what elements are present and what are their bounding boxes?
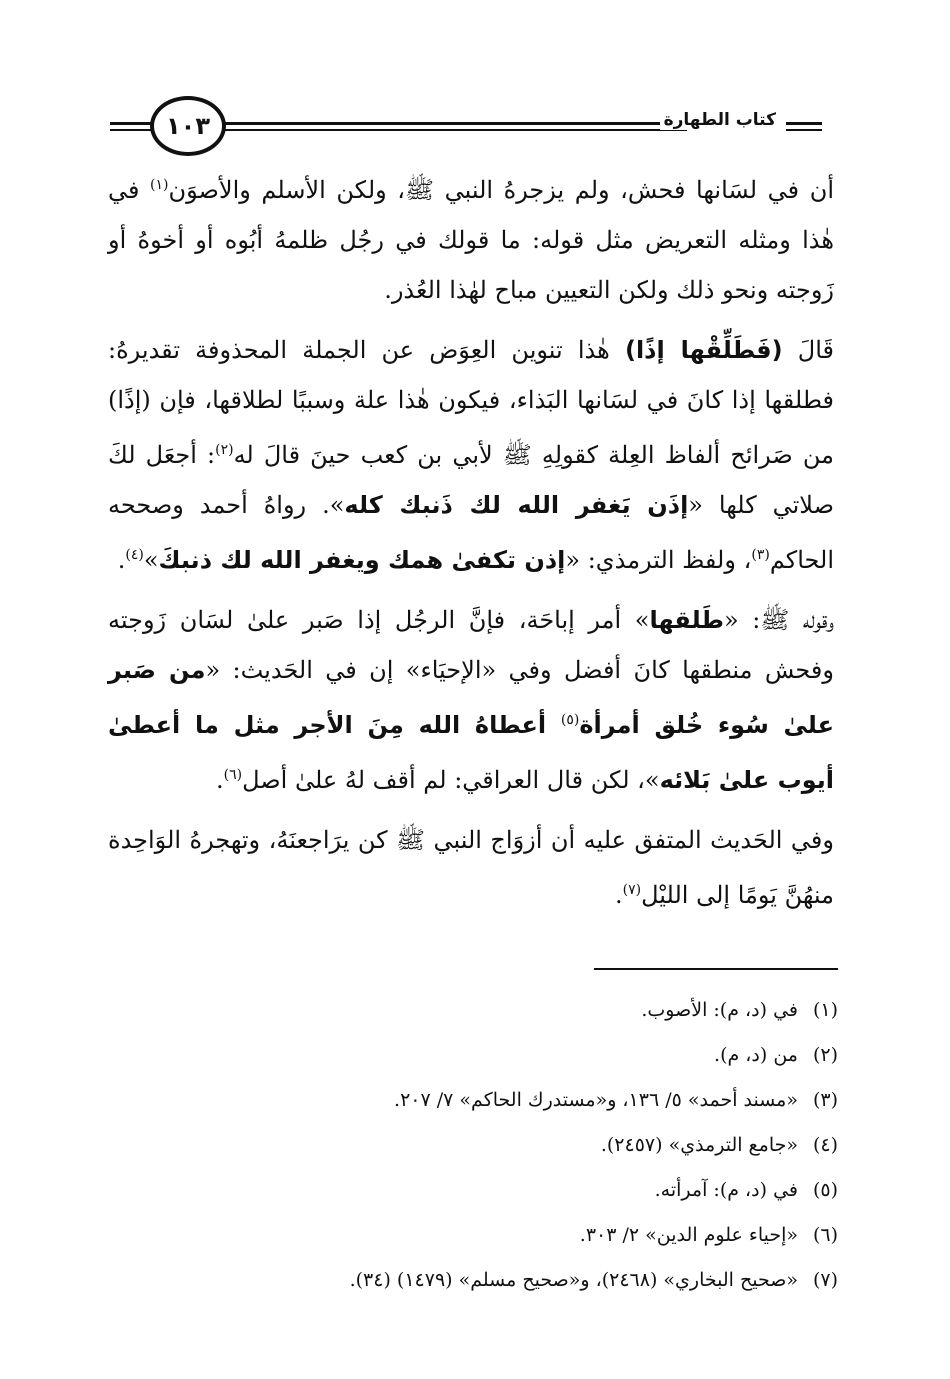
- paragraph: [108, 325, 834, 585]
- footnote-item: [138, 1078, 838, 1123]
- footnote-text: في (د، م): الأصوب.: [641, 999, 798, 1021]
- footnote-text: «إحياء علوم الدين» ٢/ ٣٠٣.: [579, 1224, 798, 1246]
- footnote-text: «مسند أحمد» ٥/ ١٣٦، و«مستدرك الحاكم» ٧/ ٢٠٧.: [394, 1089, 798, 1111]
- footnote-ref: (٢): [215, 442, 234, 458]
- footnote-text: من (د، م).: [714, 1044, 798, 1066]
- running-title: كتاب الطهارة: [660, 110, 780, 130]
- text-segment: »: [143, 546, 159, 574]
- text-segment: .: [216, 766, 224, 794]
- footnote-ref: (١): [150, 177, 169, 193]
- footnote-ref: (٦): [223, 767, 243, 783]
- footnote-number: (٢): [812, 1044, 838, 1066]
- footnote-number: (٥): [812, 1179, 838, 1201]
- text-segment: وفي الحَديث المتفق عليه أن أزوَاج النبي ﷺ كن يرَاجعنَهُ، وتهجرهُ الوَاحِدة منهُنَّ يَومًا إلى الليْل: [108, 826, 834, 909]
- header-rule-middle-thin: [222, 129, 687, 131]
- text-segment: قَالَ: [782, 336, 834, 364]
- page-number: ١٠٣: [150, 96, 226, 156]
- footnote-number: (٦): [812, 1224, 838, 1246]
- footnote-text: «صحيح البخاري» (٢٤٦٨)، و«صحيح مسلم» (١٤٧٩) (٣٤).: [349, 1269, 798, 1291]
- footnote-number: (٣): [812, 1089, 838, 1111]
- footnote-text: في (د، م): آمرأته.: [654, 1179, 798, 1201]
- text-segment: هٰذا تنوين العِوَض عن الجملة المحذوفة تقديرهُ: فطلقها إذا كانَ في لسَانها البَذاء، فيكون هٰذا علة وسببًا لطلاقها، فإن (إذًا) من صَرائح ألفاظ العِلة كقولِهِ ﷺ لأبي بن كعب حينَ قالَ له: [108, 336, 835, 469]
- paragraph: [108, 160, 834, 315]
- text-segment: ، ولفظ الترمذي: «: [565, 546, 752, 574]
- footnote-separator: [594, 968, 838, 970]
- hadith-quote: من صَبر علىٰ سُوء خُلق أمرأة: [108, 656, 835, 739]
- hadith-quote: (فَطَلِّقْها إذًا): [624, 336, 783, 364]
- hadith-quote: إذَن يَغفر الله لك ذَنبك كله: [344, 491, 689, 519]
- text-segment: أن في لسَانها فحش، ولم يزجرهُ النبي ﷺ، ولكن الأسلم والأصوَن: [168, 176, 834, 204]
- footnote-ref: (٤): [125, 547, 144, 563]
- footnote-item: [138, 1258, 838, 1303]
- page-header: [110, 92, 822, 162]
- text-segment: .: [117, 546, 126, 574]
- header-rule-left: [110, 122, 154, 125]
- footnote-number: (٧): [812, 1269, 838, 1291]
- hadith-quote: إذن تكفىٰ همك ويغفر الله لك ذنبكَ: [158, 546, 566, 574]
- paragraph: [108, 595, 834, 805]
- footnote-item: [138, 1168, 838, 1213]
- footnote-item: [138, 988, 838, 1033]
- header-rule-left-thin: [110, 129, 154, 131]
- paragraph: [108, 815, 834, 920]
- header-rule-right: [786, 122, 822, 125]
- footnote-ref: (٣): [751, 547, 770, 563]
- hadith-quote: أعطاهُ الله مِنَ الأجر مثل ما أعطىٰ أيوب علىٰ بَلائه: [108, 711, 834, 794]
- hadith-quote: طَلقها: [649, 606, 724, 634]
- header-rule-right-thin: [786, 129, 822, 131]
- footnote-item: [138, 1123, 838, 1168]
- text-segment: ». رواهُ أحمد وصححه الحاكم: [108, 491, 834, 574]
- footnote-text: «جامع الترمذي» (٢٤٥٧).: [600, 1134, 798, 1156]
- text-segment: في هٰذا ومثله التعريض مثل قوله: ما قولك في رجُل ظلمهُ أبُوه أو أخوهُ أو زَوجته ونحو ذلك ولكن التعيين مباح لهٰذا العُذر.: [108, 176, 834, 304]
- text-segment: .: [615, 881, 623, 909]
- text-segment: » أمر إباحَة، فإنَّ الرجُل إذا صَبر علىٰ لسَان زَوجته وفحش منطقها كانَ أفضل وفي «الإحيَاء» إن في الحَديث: «: [108, 606, 834, 684]
- text-segment: »، لكن قال العراقي: لم أقف لهُ علىٰ أصل: [242, 766, 660, 794]
- footnote-ref: (٧): [622, 882, 642, 898]
- footnote-number: (١): [812, 999, 838, 1021]
- footnote-item: [138, 1033, 838, 1078]
- main-text: [108, 160, 834, 930]
- footnotes: [138, 988, 838, 1303]
- footnote-item: [138, 1213, 838, 1258]
- text-segment: وقوله ﷺ: «: [723, 606, 834, 634]
- text-segment: : أجعَل لكَ صلاتي كلها «: [108, 441, 835, 519]
- header-rule-middle: [222, 122, 687, 125]
- footnote-number: (٤): [812, 1134, 838, 1156]
- footnote-ref: (٥): [560, 712, 580, 728]
